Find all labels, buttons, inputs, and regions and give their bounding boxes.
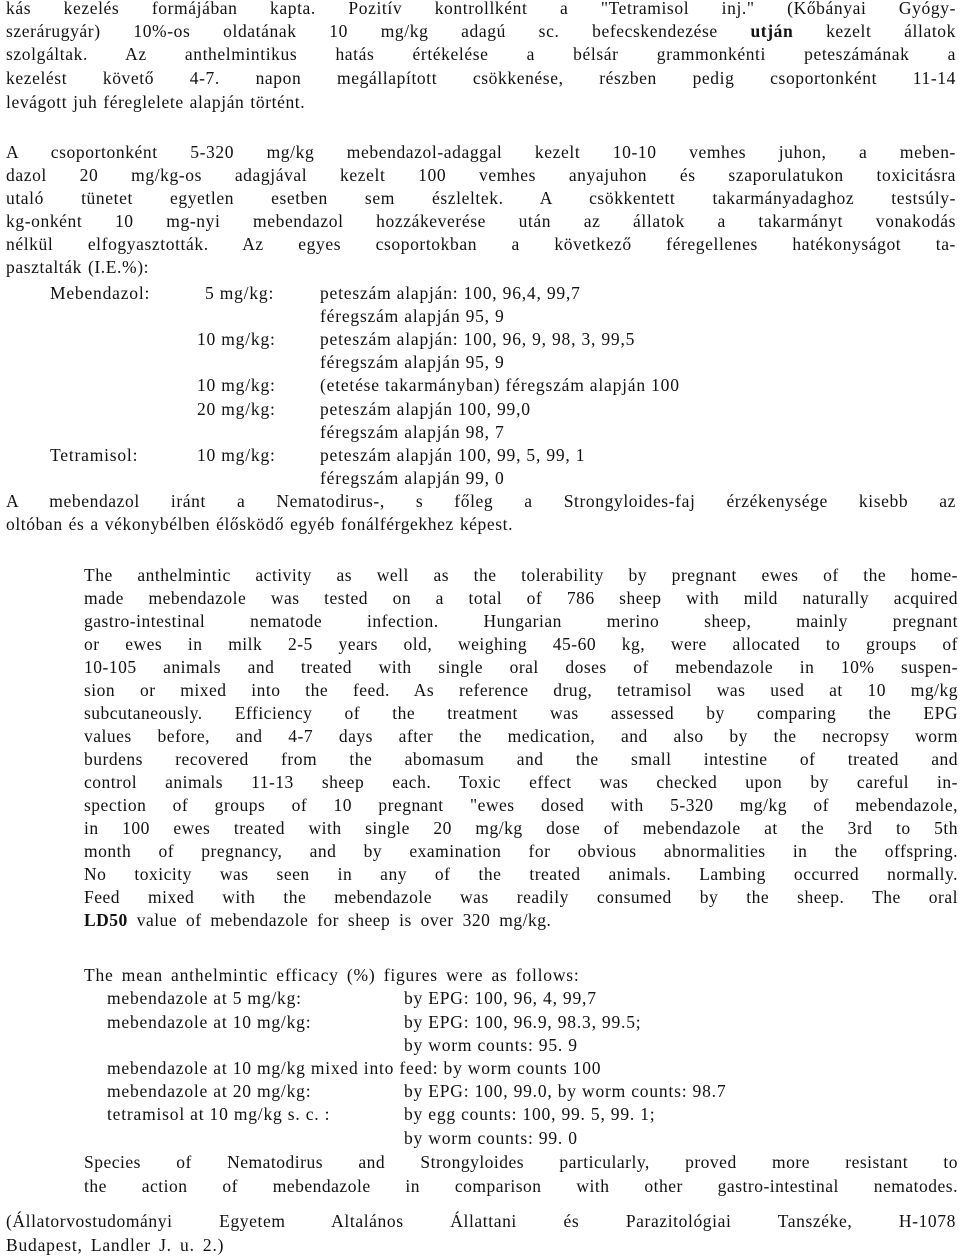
hu-intro-line-5: levágott juh féreglelete alapján történt. [6, 92, 306, 112]
en-abstract-line: spection of groups of 10 pregnant "ewes dosed with 5-320 mg/kg of mebendazole, [84, 795, 958, 815]
hu-para2-line-4: kg-onként 10 mg-nyi mebendazol hozzákeverése után az állatok a takarmányt vonakodás [6, 211, 956, 231]
table-dose: 10 mg/kg: [197, 329, 276, 349]
en-abstract-line: burdens recovered from the abomasum and the small intestine of treated and [84, 749, 958, 769]
hu-para2-line-5: nélkül elfogyasztották. Az egyes csoportokban a következő féregellenes hatékonyságot ta- [6, 234, 956, 254]
en-abstract-last-text: value of mebendazole for sheep is over 320 mg/kg. [136, 910, 552, 930]
efficacy-result: by egg counts: 100, 99. 5, 99. 1; [404, 1104, 656, 1124]
table-result: (etetése takarmányban) féregszám alapján 100 [320, 375, 680, 395]
table-result: féregszám alapján 95, 9 [320, 306, 505, 326]
hu-closing-line-2: oltóban és a vékonybélben élősködő egyéb fonálférgekhez képest. [6, 514, 514, 534]
en-abstract-line: No toxicity was seen in any of the treated animals. Lambing occurred normally. [84, 864, 958, 884]
species-line-2: the action of mebendazole in comparison with other gastro-intestinal nematodes. [84, 1176, 958, 1196]
table-result: peteszám alapján: 100, 96, 9, 98, 3, 99,5 [320, 329, 636, 349]
en-abstract-line: sion or mixed into the feed. As reference drug, tetramisol was used at 10 mg/kg [84, 680, 958, 700]
en-abstract-line: made mebendazole was tested on a total of 786 sheep with mild naturally acquired [84, 588, 958, 608]
hu-para2-line-2: dazol 20 mg/kg-os adagjával kezelt 100 vemhes anyajuhon és szaporulatukon toxicitásra [6, 165, 956, 185]
table-result: féregszám alapján 95, 9 [320, 352, 505, 372]
table-dose: 20 mg/kg: [197, 399, 276, 419]
species-line-1: Species of Nematodirus and Strongyloides particularly, proved more resistant to [84, 1152, 958, 1172]
efficacy-label: mebendazole at 10 mg/kg mixed into feed: by worm counts 100 [107, 1058, 602, 1078]
efficacy-result: by EPG: 100, 96, 4, 99,7 [404, 988, 597, 1008]
table-dose: 5 mg/kg: [205, 283, 275, 303]
efficacy-label: mebendazole at 5 mg/kg: [107, 988, 302, 1008]
en-abstract-line: control animals 11-13 sheep each. Toxic effect was checked upon by careful in- [84, 772, 958, 792]
table-drug: Mebendazol: [50, 283, 151, 303]
hu-intro-line-3: szolgáltak. Az anthelmintikus hatás értékelése a bélsár grammonkénti peteszámának a [6, 44, 956, 64]
en-abstract-line: subcutaneously. Efficiency of the treatment was assessed by comparing the EPG [84, 703, 958, 723]
hu-bold-word: utján [750, 21, 794, 41]
hu-intro-line-2-end: kezelt állatok [826, 21, 956, 41]
efficacy-result: by EPG: 100, 99.0, by worm counts: 98.7 [404, 1081, 727, 1101]
affiliation-line-1: (Állatorvostudományi Egyetem Altalános Állattani és Parazitológiai Tanszéke, H-1078 [6, 1211, 956, 1231]
hu-intro-line-2 [6, 19, 956, 43]
en-abstract-line: The anthelmintic activity as well as the tolerability by pregnant ewes of the home- [84, 565, 958, 585]
en-abstract-line: in 100 ewes treated with single 20 mg/kg dose of mebendazole at the 3rd to 5th [84, 818, 958, 838]
efficacy-label: tetramisol at 10 mg/kg s. c. : [107, 1104, 331, 1124]
hu-para2-line-3: utaló tünetet egyetlen esetben sem észleltek. A csökkentett takarmányadaghoz testsúly- [6, 188, 956, 208]
table-drug: Tetramisol: [50, 445, 139, 465]
en-abstract-line: 10-105 animals and treated with single oral doses of mebendazole in 10% suspen- [84, 657, 958, 677]
table-dose: 10 mg/kg: [197, 445, 276, 465]
efficacy-label: mebendazole at 20 mg/kg: [107, 1081, 312, 1101]
en-abstract-line: values before, and 4-7 days after the medication, and also by the necropsy worm [84, 726, 958, 746]
hu-para2-line-6: pasztalták (I.E.%): [6, 257, 150, 277]
hu-intro-line-1: kás kezelés formájában kapta. Pozitív kontrollként a "Tetramisol inj." (Kőbányai Gyógy- [6, 0, 956, 18]
efficacy-intro: The mean anthelmintic efficacy (%) figures were as follows: [84, 965, 580, 985]
en-abstract-line: Feed mixed with the mebendazole was readily consumed by the sheep. The oral [84, 887, 958, 907]
efficacy-result: by worm counts: 99. 0 [404, 1128, 578, 1148]
table-result: peteszám alapján: 100, 96,4, 99,7 [320, 283, 581, 303]
affiliation-line-2: Budapest, Landler J. u. 2.) [6, 1235, 225, 1255]
table-dose: 10 mg/kg: [197, 375, 276, 395]
efficacy-result: by worm counts: 95. 9 [404, 1035, 578, 1055]
efficacy-result: by EPG: 100, 96.9, 98.3, 99.5; [404, 1012, 642, 1032]
hu-para2-line-1: A csoportonként 5-320 mg/kg mebendazol-adaggal kezelt 10-10 vemhes juhon, a meben- [6, 142, 956, 162]
hu-intro-line-4: kezelést követő 4-7. napon megállapított csökkenése, részben pedig csoportonként 11-14 [6, 68, 956, 88]
en-abstract-line: gastro-intestinal nematode infection. Hungarian merino sheep, mainly pregnant [84, 611, 958, 631]
table-result: peteszám alapján 100, 99, 5, 99, 1 [320, 445, 586, 465]
table-result: peteszám alapján 100, 99,0 [320, 399, 531, 419]
table-result: féregszám alapján 98, 7 [320, 422, 505, 442]
efficacy-label: mebendazole at 10 mg/kg: [107, 1012, 312, 1032]
table-result: féregszám alapján 99, 0 [320, 468, 505, 488]
hu-intro-line-2-text: szerárugyár) 10%-os oldatának 10 mg/kg adagú sc. befecskendezése [6, 21, 718, 41]
en-abstract-line: or ewes in milk 2-5 years old, weighing 45-60 kg, were allocated to groups of [84, 634, 958, 654]
en-abstract-line: month of pregnancy, and by examination for obvious abnormalities in the offspring. [84, 841, 958, 861]
hu-closing-line-1: A mebendazol iránt a Nematodirus-, s főleg a Strongyloides-faj érzékenysége kisebb az [6, 491, 956, 511]
en-abstract-last-line [84, 908, 551, 932]
ld50-term: LD50 [84, 910, 128, 930]
